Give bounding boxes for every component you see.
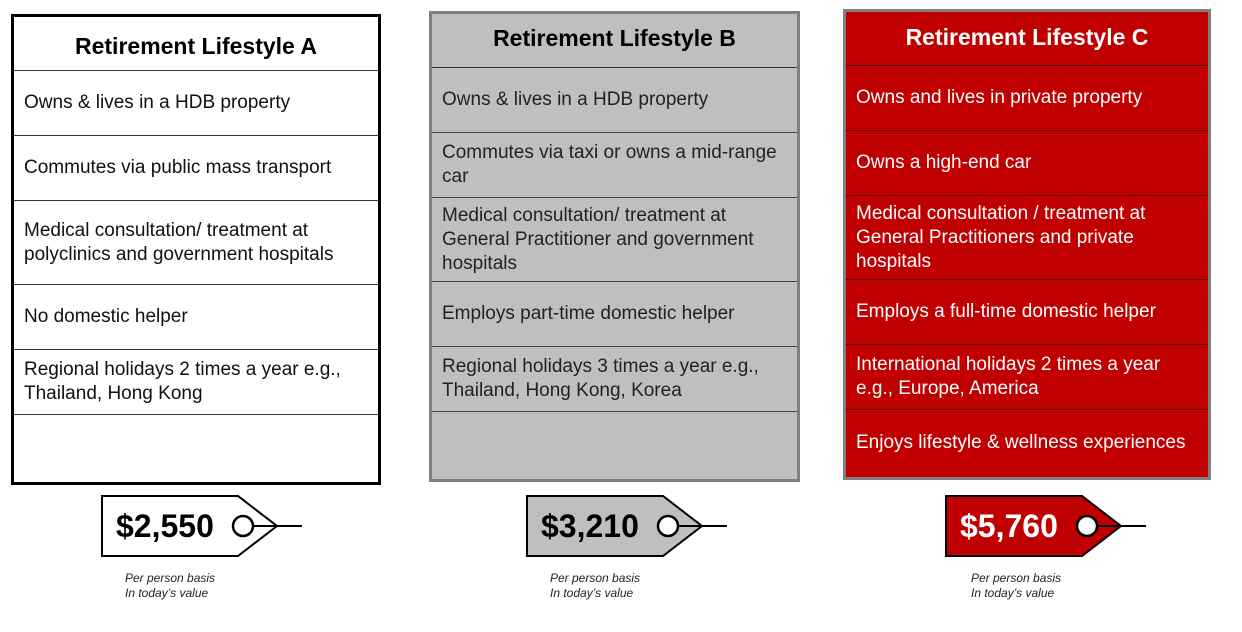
lifestyle-c-card [843,9,1211,480]
tag-hole [233,516,253,536]
lifestyle-a-item-housing: Owns & lives in a HDB property [14,71,378,136]
lifestyle-a-card [11,14,381,485]
note-c-line1: Per person basis [971,571,1062,585]
lifestyle-c-item-wellness: Enjoys lifestyle & wellness experiences [856,431,1186,453]
price-note-c [971,571,1061,601]
note-a-line1: Per person basis [125,571,216,585]
price-note-b [550,571,640,601]
lifestyle-c-item-holidays: International holidays 2 times a year e.g., Europe, America [846,345,1208,410]
lifestyle-c-item-helper: Employs a full-time domestic helper [846,280,1208,345]
lifestyle-b-item-holidays: Regional holidays 3 times a year e.g., Thailand, Hong Kong, Korea [432,347,797,412]
lifestyle-b-item-helper: Employs part-time domestic helper [432,282,797,347]
lifestyle-c-title: Retirement Lifestyle C [846,12,1208,66]
note-a-line2: In today’s value [125,586,209,600]
lifestyle-c-item-medical: Medical consultation / treatment at General Practitioners and private hospitals [846,196,1208,280]
lifestyle-c-item-housing: Owns and lives in private property [846,66,1208,131]
note-b-line2: In today’s value [550,586,634,600]
lifestyle-a-title: Retirement Lifestyle A [14,17,378,71]
lifestyle-b-item-housing: Owns & lives in a HDB property [432,68,797,133]
note-b-line1: Per person basis [550,571,641,585]
tag-hole [658,516,678,536]
lifestyle-a-item-holidays: Regional holidays 2 times a year e.g., Thailand, Hong Kong [14,350,378,415]
lifestyle-b-title: Retirement Lifestyle B [432,14,797,68]
lifestyle-c-item-transport: Owns a high-end car [846,131,1208,196]
lifestyle-b-item-transport: Commutes via taxi or owns a mid-range car [432,133,797,198]
note-c-line2: In today’s value [971,586,1055,600]
price-tag-a [101,495,303,557]
price-a: $2,550 [116,507,214,544]
lifestyle-a-item-helper: No domestic helper [14,285,378,350]
price-tag-c [945,495,1147,557]
price-c: $5,760 [960,507,1058,544]
lifestyle-b-card [429,11,800,482]
lifestyle-a-item-medical: Medical consultation/ treatment at polyclinics and government hospitals [14,201,378,285]
lifestyle-a-item-empty [14,415,378,480]
price-tag-b [526,495,728,557]
lifestyle-b-item-medical: Medical consultation/ treatment at General Practitioner and government hospitals [432,198,797,282]
lifestyle-b-item-empty [432,412,797,477]
lifestyle-a-item-transport: Commutes via public mass transport [14,136,378,201]
price-note-a [125,571,215,601]
tag-hole [1077,516,1097,536]
price-b: $3,210 [541,507,639,544]
